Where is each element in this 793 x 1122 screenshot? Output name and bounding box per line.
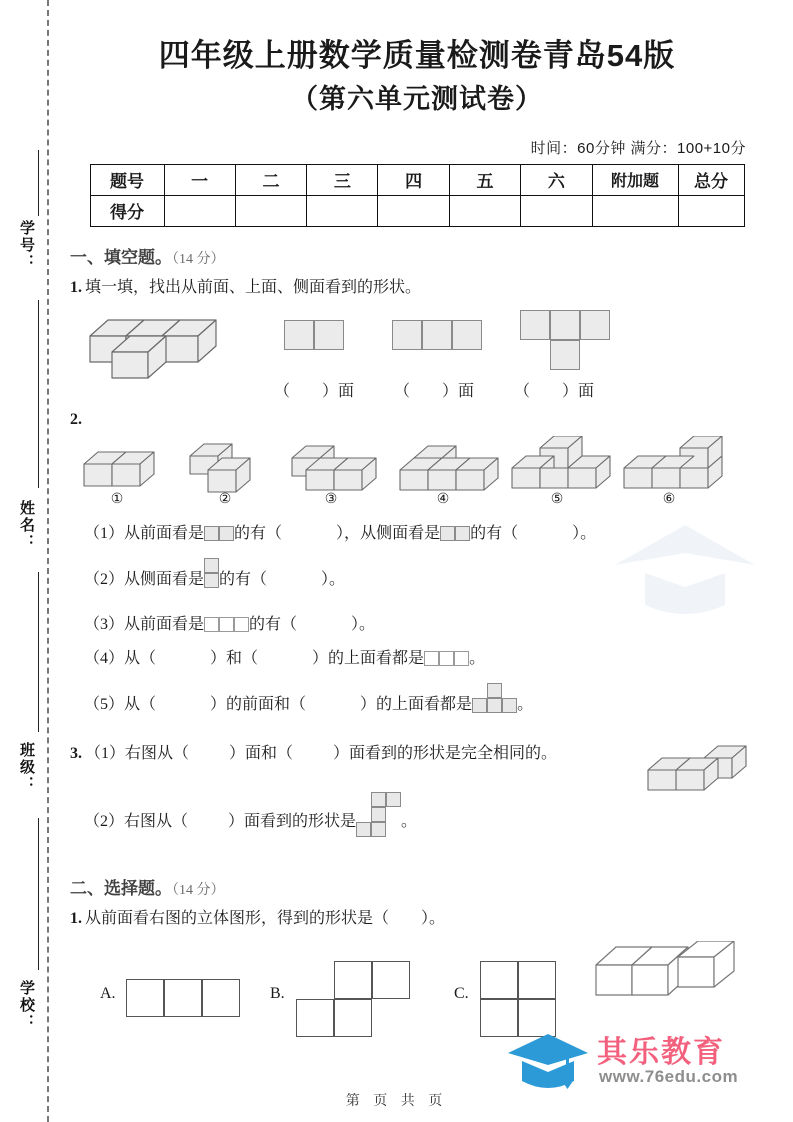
- question-1-3: [62, 742, 772, 852]
- choice-a-label[interactable]: A.: [100, 984, 116, 1002]
- question-1-2-sub-4: [84, 647, 772, 671]
- grid-cell: [520, 310, 550, 340]
- figure-label-2: ②: [218, 491, 232, 507]
- page-subtitle: （第六单元测试卷）: [291, 83, 543, 114]
- grid-cell: [487, 683, 502, 698]
- shape-1x3-row: [204, 617, 249, 632]
- score-cell-total[interactable]: [678, 195, 744, 226]
- score-col-2: 二: [235, 164, 306, 195]
- q3-sub-2-text-b: ）面看到的形状是: [228, 812, 357, 830]
- grid-cell: [580, 310, 610, 340]
- figure-label-3: ③: [324, 491, 338, 507]
- score-col-extra: 附加题: [592, 164, 678, 195]
- grid-spacer: [356, 807, 371, 822]
- question-2-1-text: [70, 907, 772, 931]
- score-cell-2[interactable]: [235, 195, 306, 226]
- question-1-3-number: 3.: [70, 744, 82, 762]
- score-cell-3[interactable]: [307, 195, 378, 226]
- shape-1x2-row-b: [440, 526, 470, 541]
- sidebar-rule-4: [38, 818, 39, 970]
- shape-1x3-row-b: [424, 651, 469, 666]
- figure-label-5: ⑤: [550, 491, 564, 507]
- section-2-points: （14 分）: [172, 882, 225, 898]
- grid-spacer: [356, 792, 371, 807]
- worksheet-page: [62, 0, 772, 1122]
- q3-sub-1-text-b: ）面和（: [229, 744, 294, 762]
- grid-cell: [219, 526, 234, 541]
- score-cell-extra[interactable]: [592, 195, 678, 226]
- sub-1-text-a: 从前面看是: [124, 524, 205, 542]
- grid-cell: [454, 651, 469, 666]
- sub-3-text-b: 的有（: [249, 615, 298, 633]
- grid-cell: [234, 617, 249, 632]
- shape-s-tetromino-small: [356, 792, 401, 837]
- grid-cell: [371, 822, 386, 837]
- shape-t-tetromino: [520, 310, 610, 370]
- brand-url: www.76edu.com: [599, 1067, 739, 1086]
- question-1-2-sub-5: [84, 683, 772, 728]
- section-1-points: （14 分）: [172, 251, 225, 267]
- shape-2x1-column: [204, 558, 219, 588]
- sidebar-rule-2: [38, 300, 39, 488]
- grid-cell: [126, 979, 164, 1017]
- sub-1-text-b: 的有（: [234, 524, 283, 542]
- grid-cell: [356, 822, 371, 837]
- question-1-2-figures: [62, 436, 772, 514]
- question-1-1-figures: [62, 306, 772, 406]
- sub-5-text-a: 从（: [124, 696, 157, 714]
- grid-cell: [334, 999, 372, 1037]
- grid-cell: [371, 792, 386, 807]
- question-1-2-number: 2.: [70, 410, 82, 428]
- table-row-header: [90, 164, 744, 195]
- score-col-6: 六: [521, 164, 592, 195]
- sidebar-label-school: 学校：: [18, 980, 34, 1031]
- grid-cell: [422, 320, 452, 350]
- question-2-1-number: 1.: [70, 909, 82, 927]
- grid-cell: [314, 320, 344, 350]
- grid-cell: [219, 617, 234, 632]
- score-row-label-score: 得分: [90, 195, 164, 226]
- sub-5-text-b: ）的前面和（: [210, 696, 307, 714]
- solid-figure-zigzag-3: [646, 744, 764, 809]
- choice-b-label[interactable]: B.: [270, 984, 285, 1002]
- question-1-2-sub-3: [84, 613, 772, 637]
- question-1-1-blank-1[interactable]: （ ）面: [274, 382, 355, 400]
- grid-cell: [550, 310, 580, 340]
- grid-cell: [452, 320, 482, 350]
- choice-a-shape-1x3[interactable]: [126, 979, 240, 1017]
- q3-sub-2-label: （2）: [84, 812, 125, 830]
- section-heading-fill-blank: [70, 243, 772, 268]
- sub-4-label: （4）: [84, 649, 125, 667]
- shape-1x2-row-a: [204, 526, 234, 541]
- grid-cell: [440, 526, 455, 541]
- q3-sub-1-text-a: 右图从（: [125, 744, 190, 762]
- grid-cell: [371, 807, 386, 822]
- shape-3-in-a-row: [392, 320, 482, 350]
- grid-cell: [284, 320, 314, 350]
- grid-cell: [296, 999, 334, 1037]
- grid-cell: [487, 698, 502, 713]
- score-cell-6[interactable]: [521, 195, 592, 226]
- sub-1-text-e: 的有（: [470, 524, 519, 542]
- sub-3-text-c: ）。: [351, 615, 376, 633]
- score-col-4: 四: [378, 164, 449, 195]
- grid-spacer: [520, 340, 550, 370]
- q3-sub-1-text-c: ）面看到的形状是完全相同的。: [333, 744, 558, 762]
- grid-cell: [502, 698, 517, 713]
- choice-b-shape-s-tetromino[interactable]: [296, 961, 410, 1037]
- sub-2-text-a: 从侧面看是: [124, 571, 205, 589]
- section-1-title: 一、填空题。: [70, 247, 172, 267]
- table-row-scores: [90, 195, 744, 226]
- sub-4-text-d: 。: [469, 649, 486, 667]
- sub-3-text-a: 从前面看是: [124, 615, 205, 633]
- sub-2-text-b: 的有（: [219, 571, 268, 589]
- page-footer: 第 页 共 页: [345, 1094, 448, 1109]
- grid-cell: [472, 698, 487, 713]
- section-heading-multiple-choice: [70, 874, 772, 899]
- brand-name: 其乐教育: [597, 1036, 725, 1069]
- sub-1-text-d: 从侧面看是: [360, 524, 441, 542]
- grid-cell: [204, 558, 219, 573]
- sidebar-label-student-id: 学号：: [18, 220, 34, 271]
- score-col-1: 一: [164, 164, 235, 195]
- sub-1-text-c: ），: [336, 524, 361, 542]
- grid-cell: [204, 526, 219, 541]
- grid-cell: [204, 573, 219, 588]
- grid-cell: [550, 340, 580, 370]
- grid-cell: [439, 651, 454, 666]
- grid-cell: [202, 979, 240, 1017]
- shape-t-tetromino-small: [472, 683, 517, 713]
- score-cell-1[interactable]: [164, 195, 235, 226]
- score-cell-4[interactable]: [378, 195, 449, 226]
- score-table: [90, 164, 745, 227]
- q3-sub-1-label: （1）: [85, 744, 126, 762]
- question-1-2-number-line: [70, 408, 772, 432]
- section-2-title: 二、选择题。: [70, 878, 172, 898]
- sub-2-text-c: ）。: [321, 571, 346, 589]
- score-col-5: 五: [449, 164, 520, 195]
- grid-cell: [204, 617, 219, 632]
- question-1-1-number: 1.: [70, 278, 82, 296]
- score-row-label-qnum: 题号: [90, 164, 164, 195]
- sub-3-label: （3）: [84, 615, 125, 633]
- sub-1-label: （1）: [84, 524, 125, 542]
- sub-2-label: （2）: [84, 571, 125, 589]
- brand-logo: [505, 1025, 773, 1097]
- question-1-2-sub-2: [84, 558, 772, 603]
- grid-spacer: [296, 961, 334, 999]
- shape-2-in-a-row: [284, 320, 344, 350]
- question-1-2-sub-1: [84, 522, 772, 546]
- grid-cell: [164, 979, 202, 1017]
- sub-5-label: （5）: [84, 696, 125, 714]
- sidebar-label-name: 姓名：: [18, 500, 34, 551]
- grid-cell: [480, 961, 518, 999]
- question-1-1-blank-2[interactable]: （ ）面: [394, 382, 475, 400]
- page-title: 四年级上册数学质量检测卷青岛54版: [158, 38, 676, 73]
- solid-figure-row3-plus-front: [82, 308, 222, 385]
- figure-label-6: ⑥: [662, 491, 676, 507]
- grid-cell: [518, 961, 556, 999]
- sub-1-text-f: ）。: [572, 524, 597, 542]
- choice-c-label[interactable]: C.: [454, 984, 469, 1002]
- grid-cell: [372, 961, 410, 999]
- question-1-1-prompt: 填一填，找出从前面、上面、侧面看到的形状。: [85, 278, 422, 296]
- grid-cell: [455, 526, 470, 541]
- score-col-total: 总分: [678, 164, 744, 195]
- grid-cell: [392, 320, 422, 350]
- grid-cell: [386, 792, 401, 807]
- figure-label-4: ④: [436, 491, 450, 507]
- sub-4-text-a: 从（: [124, 649, 157, 667]
- sidebar-rule-1: [38, 150, 39, 216]
- sidebar-rule-3: [38, 572, 39, 732]
- grid-spacer: [472, 683, 487, 698]
- q3-sub-2-text-c: 。: [401, 812, 418, 830]
- question-1-1-text: [70, 276, 772, 300]
- grid-cell: [334, 961, 372, 999]
- sub-5-text-d: 。: [517, 696, 534, 714]
- grid-cell: [424, 651, 439, 666]
- student-info-sidebar: [12, 0, 48, 1122]
- score-cell-5[interactable]: [449, 195, 520, 226]
- figure-label-1: ①: [110, 491, 124, 507]
- score-col-3: 三: [307, 164, 378, 195]
- sub-4-text-c: ）的上面看都是: [312, 649, 425, 667]
- solid-figure-choice-reference: [592, 941, 742, 1010]
- question-1-1-blank-3[interactable]: （ ）面: [514, 382, 595, 400]
- q3-sub-2-text-a: 右图从（: [124, 812, 189, 830]
- sub-5-text-c: ）的上面看都是: [360, 696, 473, 714]
- sub-4-text-b: ）和（: [210, 649, 259, 667]
- question-2-1-prompt: 从前面看右图的立体图形，得到的形状是（ ）。: [85, 909, 446, 927]
- exam-meta: 时间：60分钟 满分：100+10分: [530, 139, 746, 157]
- sidebar-label-class: 班级：: [18, 742, 34, 793]
